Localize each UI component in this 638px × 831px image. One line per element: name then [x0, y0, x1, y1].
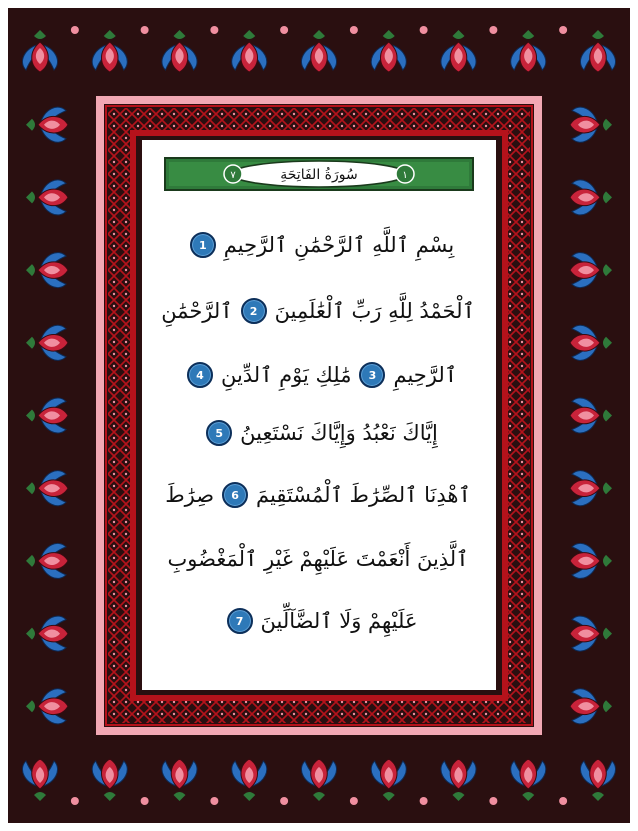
- surah-header: [165, 158, 473, 190]
- verse-text: صِرَٰطَ: [165, 483, 215, 507]
- accent-dot: [141, 26, 149, 34]
- verse-text: بِسْمِ ٱللَّهِ ٱلرَّحْمَٰنِ ٱلرَّحِيمِ: [223, 233, 455, 257]
- accent-dot: [350, 26, 358, 34]
- accent-dot: [280, 797, 288, 805]
- verse-text: ٱلَّذِينَ أَنْعَمْتَ عَلَيْهِمْ غَيْرِ ٱلْمَغْضُوبِ: [167, 547, 469, 571]
- verse-line: [150, 288, 486, 334]
- ayah-number-marker: 1: [190, 232, 216, 258]
- accent-dot: [71, 26, 79, 34]
- accent-dot: [489, 797, 497, 805]
- accent-dot: [559, 26, 567, 34]
- verse-text: ٱلرَّحِيمِ: [393, 363, 458, 387]
- verse-line: [150, 472, 486, 518]
- ayah-number-marker: 7: [227, 608, 253, 634]
- verse-text: ٱلرَّحْمَٰنِ: [161, 299, 233, 323]
- ayah-number-marker: 6: [222, 482, 248, 508]
- verse-line: [150, 222, 486, 268]
- ayah-number-marker: 2: [241, 298, 267, 324]
- verse-line: [150, 352, 486, 398]
- accent-dot: [420, 797, 428, 805]
- verse-text: ٱلْحَمْدُ لِلَّهِ رَبِّ ٱلْعَٰلَمِينَ: [274, 299, 475, 323]
- accent-dot: [210, 797, 218, 805]
- accent-dot: [489, 26, 497, 34]
- accent-dot: [280, 26, 288, 34]
- ayah-number-marker: 3: [359, 362, 385, 388]
- verse-line: [150, 410, 486, 456]
- verse-text: عَلَيْهِمْ وَلَا ٱلضَّآلِّينَ: [260, 609, 418, 633]
- left-badge-number: ٧: [230, 170, 236, 181]
- accent-dot: [420, 26, 428, 34]
- accent-dot: [210, 26, 218, 34]
- verse-line: [150, 536, 486, 582]
- verse-text: ٱهْدِنَا ٱلصِّرَٰطَ ٱلْمُسْتَقِيمَ: [256, 483, 471, 507]
- verse-text: مَٰلِكِ يَوْمِ ٱلدِّينِ: [220, 363, 352, 387]
- accent-dot: [559, 797, 567, 805]
- accent-dot: [71, 797, 79, 805]
- ayah-number-marker: 5: [206, 420, 232, 446]
- accent-dot: [141, 797, 149, 805]
- right-badge-number: ١: [402, 170, 408, 181]
- ayah-number-marker: 4: [187, 362, 213, 388]
- verse-line: [150, 598, 486, 644]
- verse-text: إِيَّاكَ نَعْبُدُ وَإِيَّاكَ نَسْتَعِينُ: [240, 421, 438, 445]
- accent-dot: [350, 797, 358, 805]
- surah-title: سُورَةُ الفَاتِحَةِ: [280, 167, 358, 183]
